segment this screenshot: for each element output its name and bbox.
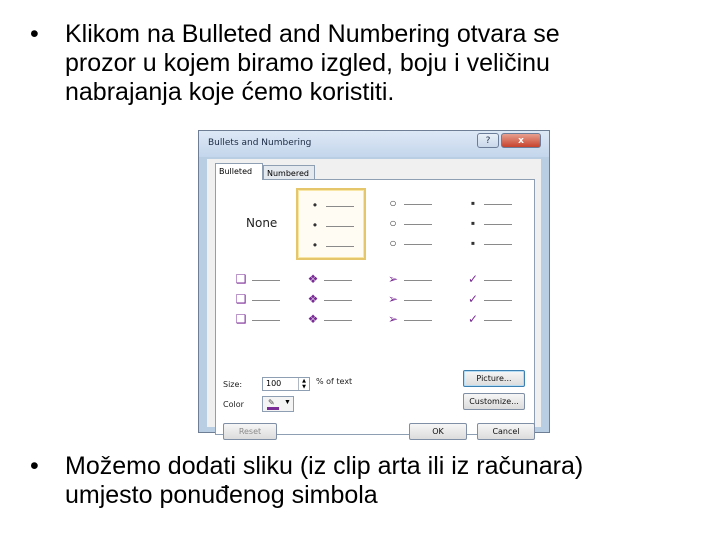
bullet-text: Klikom na Bulleted and Numbering otvara se prozor u kojem biramo izgled, boju i veličinu nabrajanja koje ćemo koristiti.	[65, 20, 560, 106]
bullet-symbol: ❑	[235, 272, 247, 286]
bullet-style-arrow[interactable]	[376, 266, 446, 338]
close-button[interactable]: x	[501, 133, 541, 148]
tab-numbered[interactable]: Numbered	[263, 165, 315, 180]
bullet-symbol: ○	[389, 196, 397, 210]
color-swatch	[267, 407, 279, 410]
tab-panel-bulleted	[215, 179, 535, 435]
bullet-symbol: ✓	[467, 292, 479, 306]
ok-button[interactable]: OK	[409, 423, 467, 440]
bullet-item	[30, 20, 690, 110]
bullet-symbol: ❖	[307, 292, 319, 306]
bullet-style-box[interactable]	[224, 266, 294, 338]
dialog-body	[207, 159, 541, 436]
bullet-symbol: ➢	[387, 312, 399, 326]
reset-button[interactable]: Reset	[223, 423, 277, 440]
bullet-text: Možemo dodati sliku (iz clip arta ili iz računara) umjesto ponuđenog simbola	[65, 452, 584, 509]
bullet-symbol: ➢	[387, 272, 399, 286]
bullet-style-diamond[interactable]	[296, 266, 366, 338]
bullet-marker: •	[30, 20, 39, 48]
bullet-style-square[interactable]	[456, 188, 526, 260]
bullet-symbol: ➢	[387, 292, 399, 306]
paint-bucket-icon: ✎	[268, 398, 275, 407]
bullet-symbol: ○	[389, 236, 397, 250]
size-spinner[interactable]	[262, 377, 310, 391]
dialog-title: Bullets and Numbering	[208, 138, 312, 148]
bullet-symbol: •	[312, 218, 318, 232]
cancel-button[interactable]: Cancel	[477, 423, 535, 440]
bullet-item	[30, 452, 690, 512]
color-picker-button[interactable]	[262, 396, 294, 412]
chevron-down-icon: ▼	[284, 399, 291, 406]
help-button[interactable]: ?	[477, 133, 499, 148]
customize-button[interactable]: Customize...	[463, 393, 525, 410]
bullet-symbol: ✓	[467, 312, 479, 326]
size-unit-label: % of text	[316, 377, 353, 386]
spinner-arrows-icon[interactable]: ▲ ▼	[298, 378, 309, 390]
bullet-symbol: ▪	[470, 216, 476, 230]
bullet-symbol: •	[312, 198, 318, 212]
dialog-titlebar	[199, 131, 549, 157]
bullet-symbol: ❑	[235, 292, 247, 306]
bullet-style-filled-dot[interactable]	[296, 188, 366, 260]
bullet-symbol: ○	[389, 216, 397, 230]
bullet-style-checkmark[interactable]	[456, 266, 526, 338]
bullets-and-numbering-dialog	[198, 130, 550, 436]
color-label: Color	[223, 400, 244, 409]
bullet-symbol: •	[312, 238, 318, 252]
picture-button[interactable]: Picture...	[463, 370, 525, 387]
bullet-symbol: ❖	[307, 312, 319, 326]
bullet-symbol: ▪	[470, 196, 476, 210]
bullet-symbol: ✓	[467, 272, 479, 286]
bullet-marker: •	[30, 452, 39, 480]
bullet-symbol: ❑	[235, 312, 247, 326]
bullet-style-none[interactable]	[224, 188, 294, 260]
size-label: Size:	[223, 380, 243, 389]
bullet-symbol: ▪	[470, 236, 476, 250]
size-value: 100	[266, 379, 282, 388]
bullet-symbol: ❖	[307, 272, 319, 286]
bullet-style-hollow-circle[interactable]	[376, 188, 446, 260]
none-label: None	[246, 216, 278, 230]
tab-bulleted[interactable]: Bulleted	[215, 163, 263, 180]
